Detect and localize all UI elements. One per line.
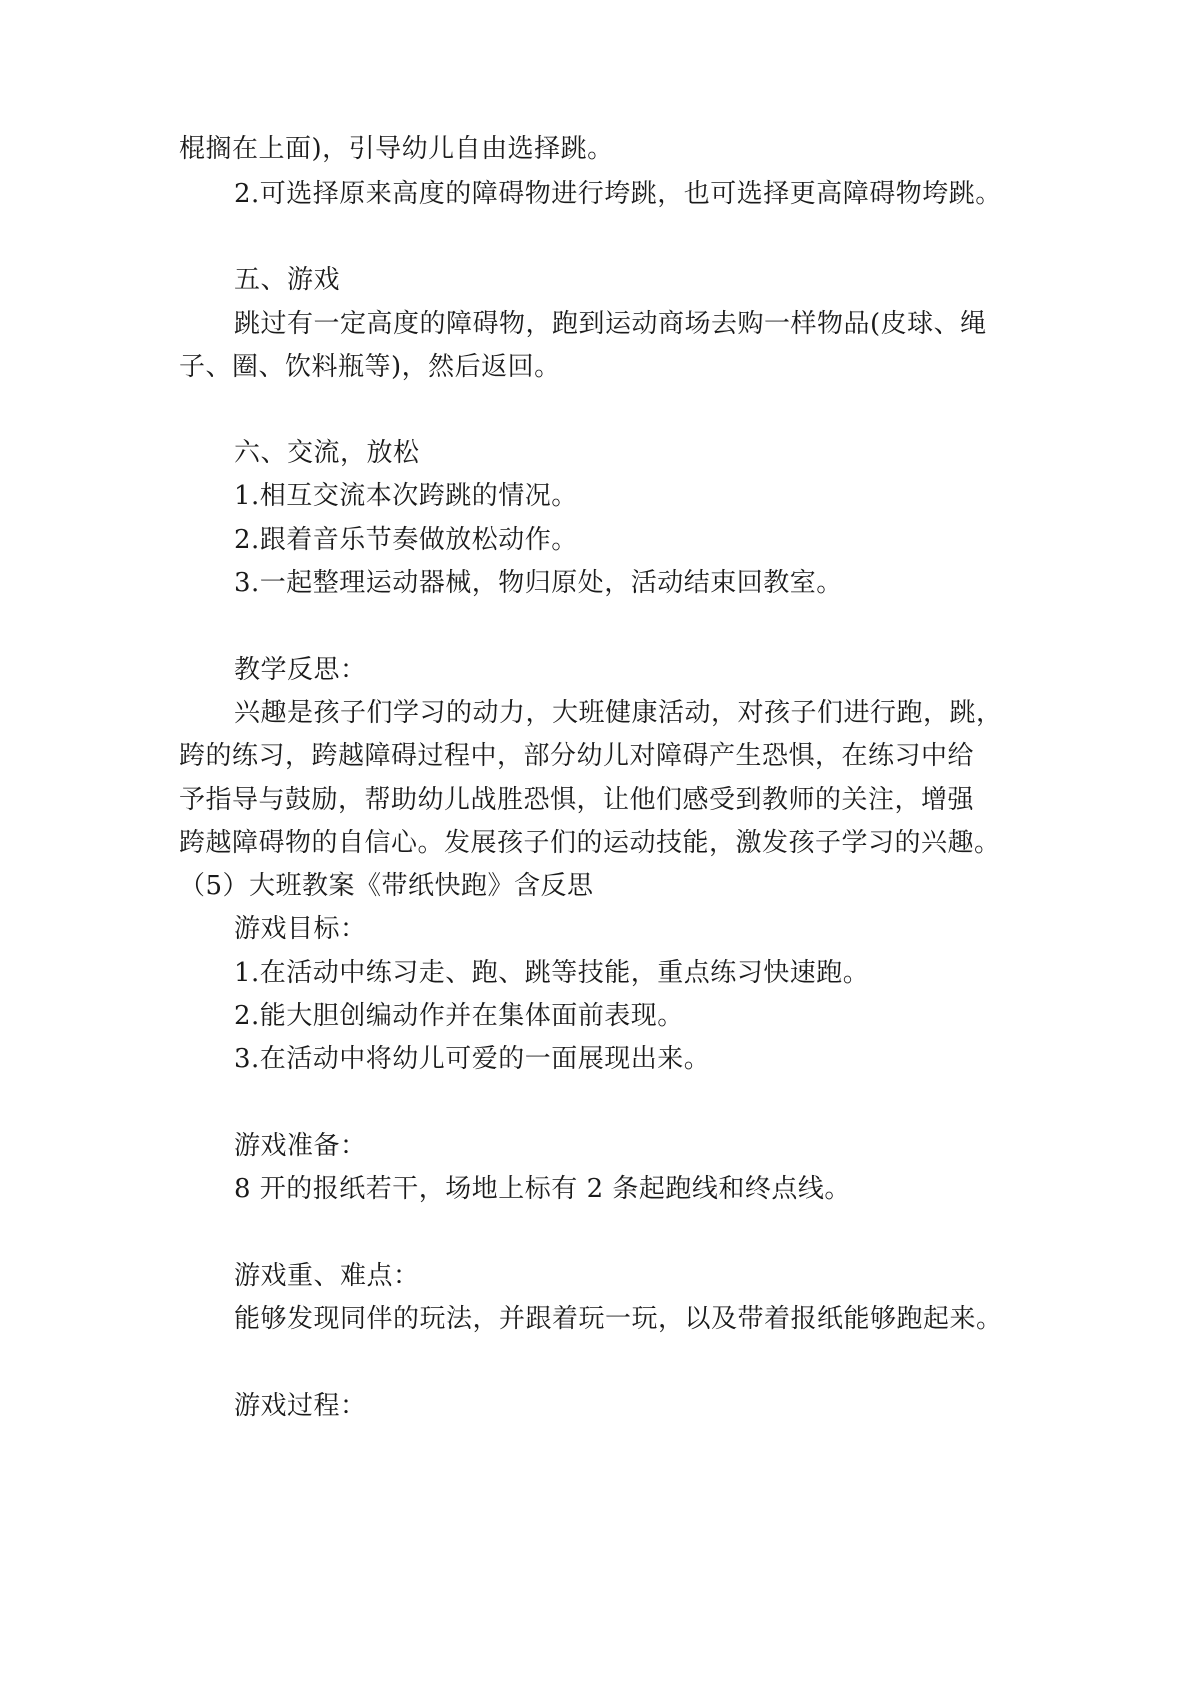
section-heading: 游戏目标： <box>234 914 367 944</box>
text-line: 兴趣是孩子们学习的动力，大班健康活动，对孩子们进行跑，跳， <box>234 698 1003 728</box>
text-line: 2.能大胆创编动作并在集体面前表现。 <box>234 1001 684 1031</box>
section-heading: 游戏过程： <box>234 1391 367 1421</box>
text-line: 能够发现同伴的玩法，并跟着玩一玩，以及带着报纸能够跑起来。 <box>234 1304 1003 1334</box>
text-line: 2.跟着音乐节奏做放松动作。 <box>234 525 578 555</box>
text-line: 2.可选择原来高度的障碍物进行垮跳，也可选择更高障碍物垮跳。 <box>234 179 1002 209</box>
text-line: 8 开的报纸若干，场地上标有 2 条起跑线和终点线。 <box>234 1174 851 1204</box>
text-line: 跳过有一定高度的障碍物，跑到运动商场去购一样物品(皮球、绳 <box>234 309 987 339</box>
section-heading: 游戏重、难点： <box>234 1261 420 1291</box>
text-line: 3.一起整理运动器械，物归原处，活动结束回教室。 <box>234 568 843 598</box>
lesson-title: （5）大班教案《带纸快跑》含反思 <box>179 871 594 901</box>
text-line: 跨越障碍物的自信心。发展孩子们的运动技能，激发孩子学习的兴趣。 <box>179 828 1001 858</box>
text-line: 予指导与鼓励，帮助幼儿战胜恐惧，让他们感受到教师的关注，增强 <box>179 785 975 815</box>
text-line: 子、圈、饮料瓶等)，然后返回。 <box>179 352 561 382</box>
text-line: 3.在活动中将幼儿可爱的一面展现出来。 <box>234 1044 711 1074</box>
text-line: 1.在活动中练习走、跑、跳等技能，重点练习快速跑。 <box>234 958 870 988</box>
text-line: 1.相互交流本次跨跳的情况。 <box>234 481 578 511</box>
text-line: 跨的练习，跨越障碍过程中，部分幼儿对障碍产生恐惧，在练习中给 <box>179 741 975 771</box>
section-heading: 游戏准备： <box>234 1131 367 1161</box>
section-heading: 五、游戏 <box>234 265 341 295</box>
section-heading: 教学反思： <box>234 655 367 685</box>
section-heading: 六、交流，放松 <box>234 438 420 468</box>
text-line: 棍搁在上面)，引导幼儿自由选择跳。 <box>179 134 614 164</box>
